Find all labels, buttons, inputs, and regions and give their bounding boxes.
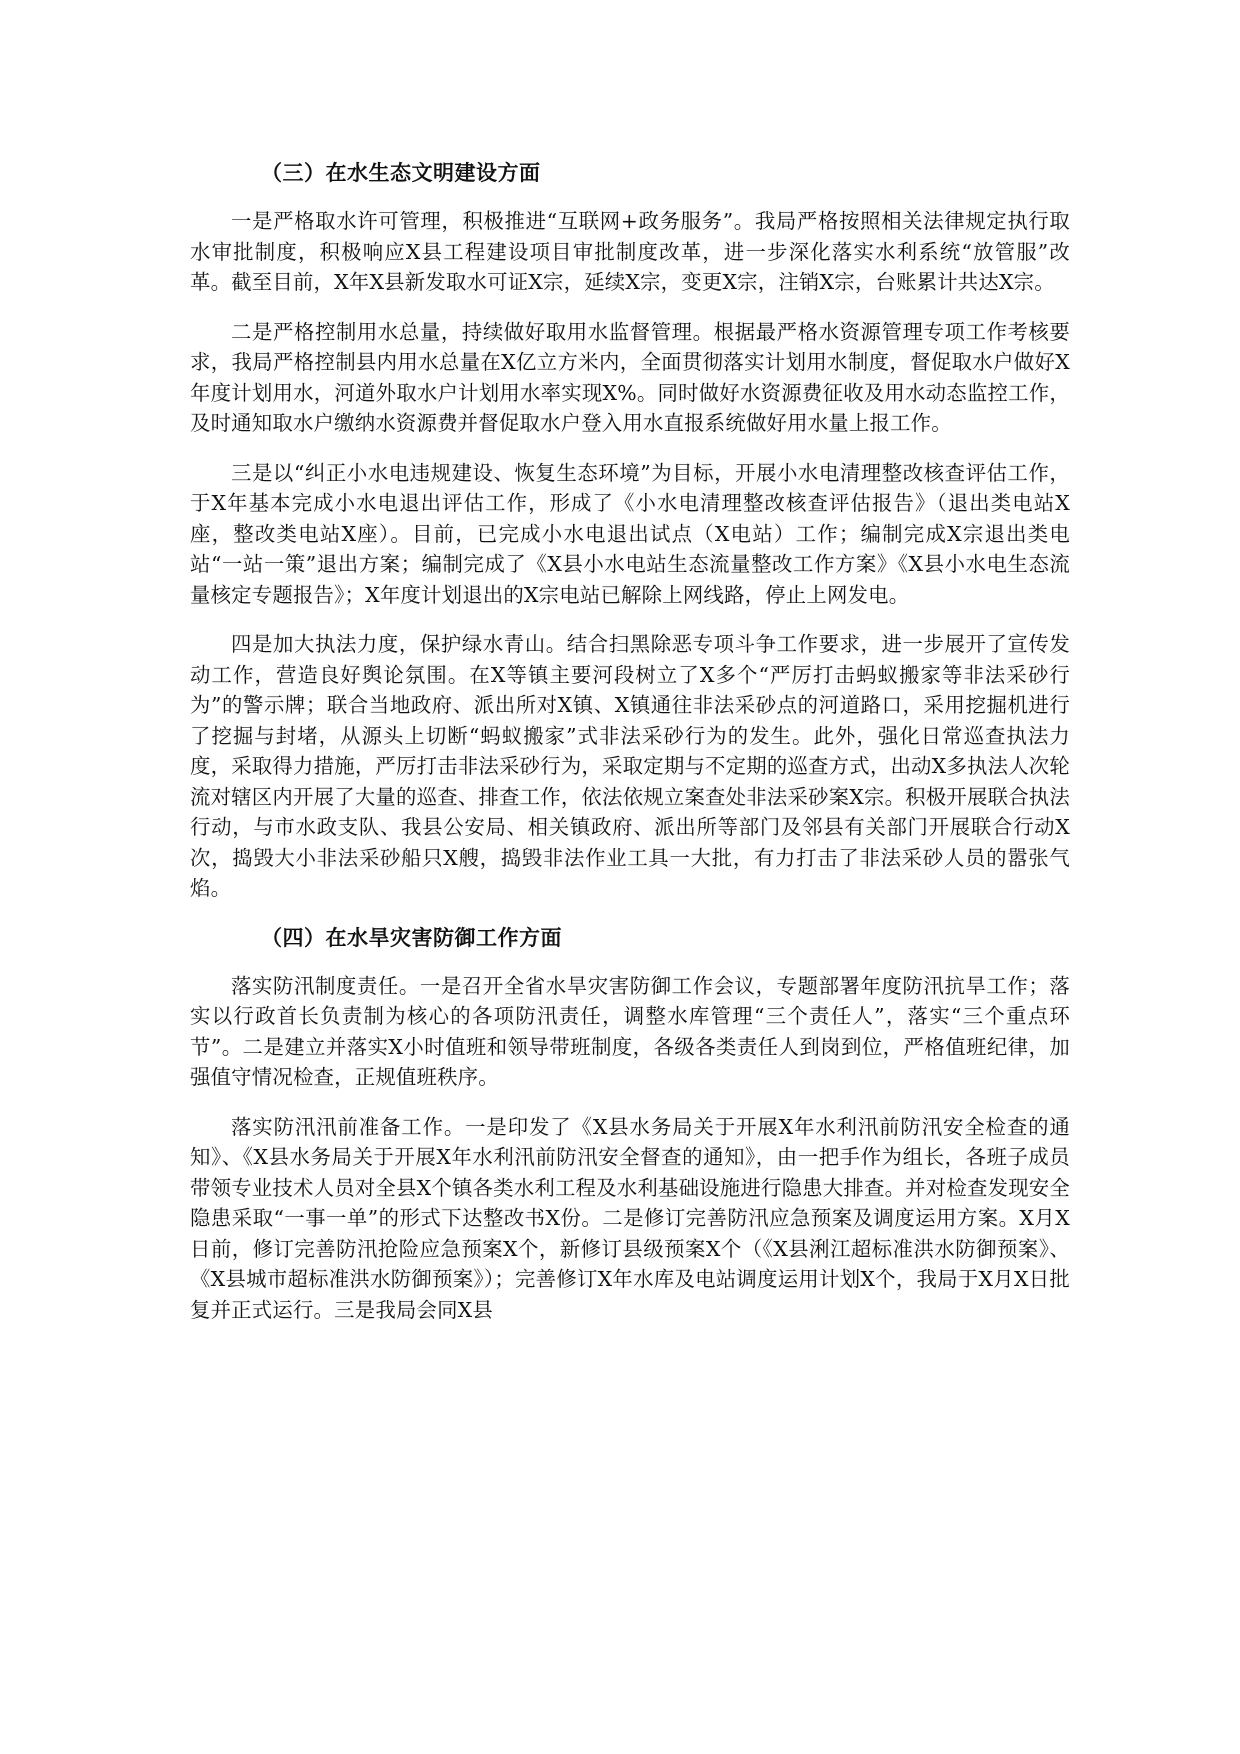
- section-heading-water-ecology: （三）在水生态文明建设方面: [261, 161, 541, 185]
- paragraph-small-hydropower: 三是以“纠正小水电违规建设、恢复生态环境”为目标，开展小水电清理整改核查评估工作，于X年基本完成小水电退出评估工作，形成了《小水电清理整改核查评估报告》（退出类电站X座，整改类电站X座）。目前，已完成小水电退出试点（X电站）工作；编制完成X宗退出类电站“一站一策”退出方案；编制完成了《X县小水电站生态流量整改工作方案》《X县小水电生态流量核定专题报告》；X年度计划退出的X宗电站已解除上网线路，停止上网发电。: [190, 460, 1070, 607]
- paragraph-water-quota: 二是严格控制用水总量，持续做好取用水监督管理。根据最严格水资源管理专项工作考核要求，我局严格控制县内用水总量在X亿立方米内，全面贯彻落实计划用水制度，督促取水户做好X年度计划用水，河道外取水户计划用水率实现X%。同时做好水资源费征收及用水动态监控工作，及时通知取水户缴纳水资源费并督促取水户登入用水直报系统做好用水量上报工作。: [190, 319, 1070, 435]
- paragraph-flood-preparation: 落实防汛汛前准备工作。一是印发了《X县水务局关于开展X年水利汛前防汛安全检查的通知》、《X县水务局关于开展X年水利汛前防汛安全督查的通知》，由一把手作为组长，各班子成员带领专业技术人员对全县X个镇各类水利工程及水利基础设施进行隐患大排查。并对检查发现安全隐患采取“一事一单”的形式下达整改书X份。二是修订完善防汛应急预案及调度运用方案。X月X日前，修订完善防汛抢险应急预案X个，新修订县级预案X个（《X县浰江超标准洪水防御预案》、《X县城市超标准洪水防御预案》）；完善修订X年水库及电站调度运用计划X个，我局于X月X日批复并正式运行。三是我局会同X县: [190, 1114, 1070, 1322]
- section-heading-flood-drought: （四）在水旱灾害防御工作方面: [261, 925, 562, 950]
- document-page: [190, 158, 1070, 1325]
- paragraph-water-permit: 一是严格取水许可管理，积极推进“互联网+政务服务”。我局严格按照相关法律规定执行取水审批制度，积极响应X县工程建设项目审批制度改革，进一步深化落实水利系统“放管服”改革。截至目前，X年X县新发取水可证X宗，延续X宗，变更X宗，注销X宗，台账累计共达X宗。: [190, 209, 1070, 294]
- paragraph-law-enforcement: 四是加大执法力度，保护绿水青山。结合扫黑除恶专项斗争工作要求，进一步展开了宣传发动工作，营造良好舆论氛围。在X等镇主要河段树立了X多个“严厉打击蚂蚁搬家等非法采砂行为”的警示牌；联合当地政府、派出所对X镇、X镇通往非法采砂点的河道路口，采用挖掘机进行了挖掘与封堵，从源头上切断“蚂蚁搬家”式非法采砂行为的发生。此外，强化日常巡查执法力度，采取得力措施，严厉打击非法采砂行为，采取定期与不定期的巡查方式，出动X多执法人次轮流对辖区内开展了大量的巡查、排查工作，依法依规立案查处非法采砂案X宗。积极开展联合执法行动，与市水政支队、我县公安局、相关镇政府、派出所等部门及邻县有关部门开展联合行动X次，捣毁大小非法采砂船只X艘，捣毁非法作业工具一大批，有力打击了非法采砂人员的嚣张气焰。: [190, 632, 1070, 900]
- paragraph-flood-responsibility: 落实防汛制度责任。一是召开全省水旱灾害防御工作会议，专题部署年度防汛抗旱工作；落实以行政首长负责制为核心的各项防汛责任，调整水库管理“三个责任人”，落实“三个重点环节”。二是建立并落实X小时值班和领导带班制度，各级各类责任人到岗到位，严格值班纪律，加强值守情况检查，正规值班秩序。: [190, 973, 1070, 1089]
